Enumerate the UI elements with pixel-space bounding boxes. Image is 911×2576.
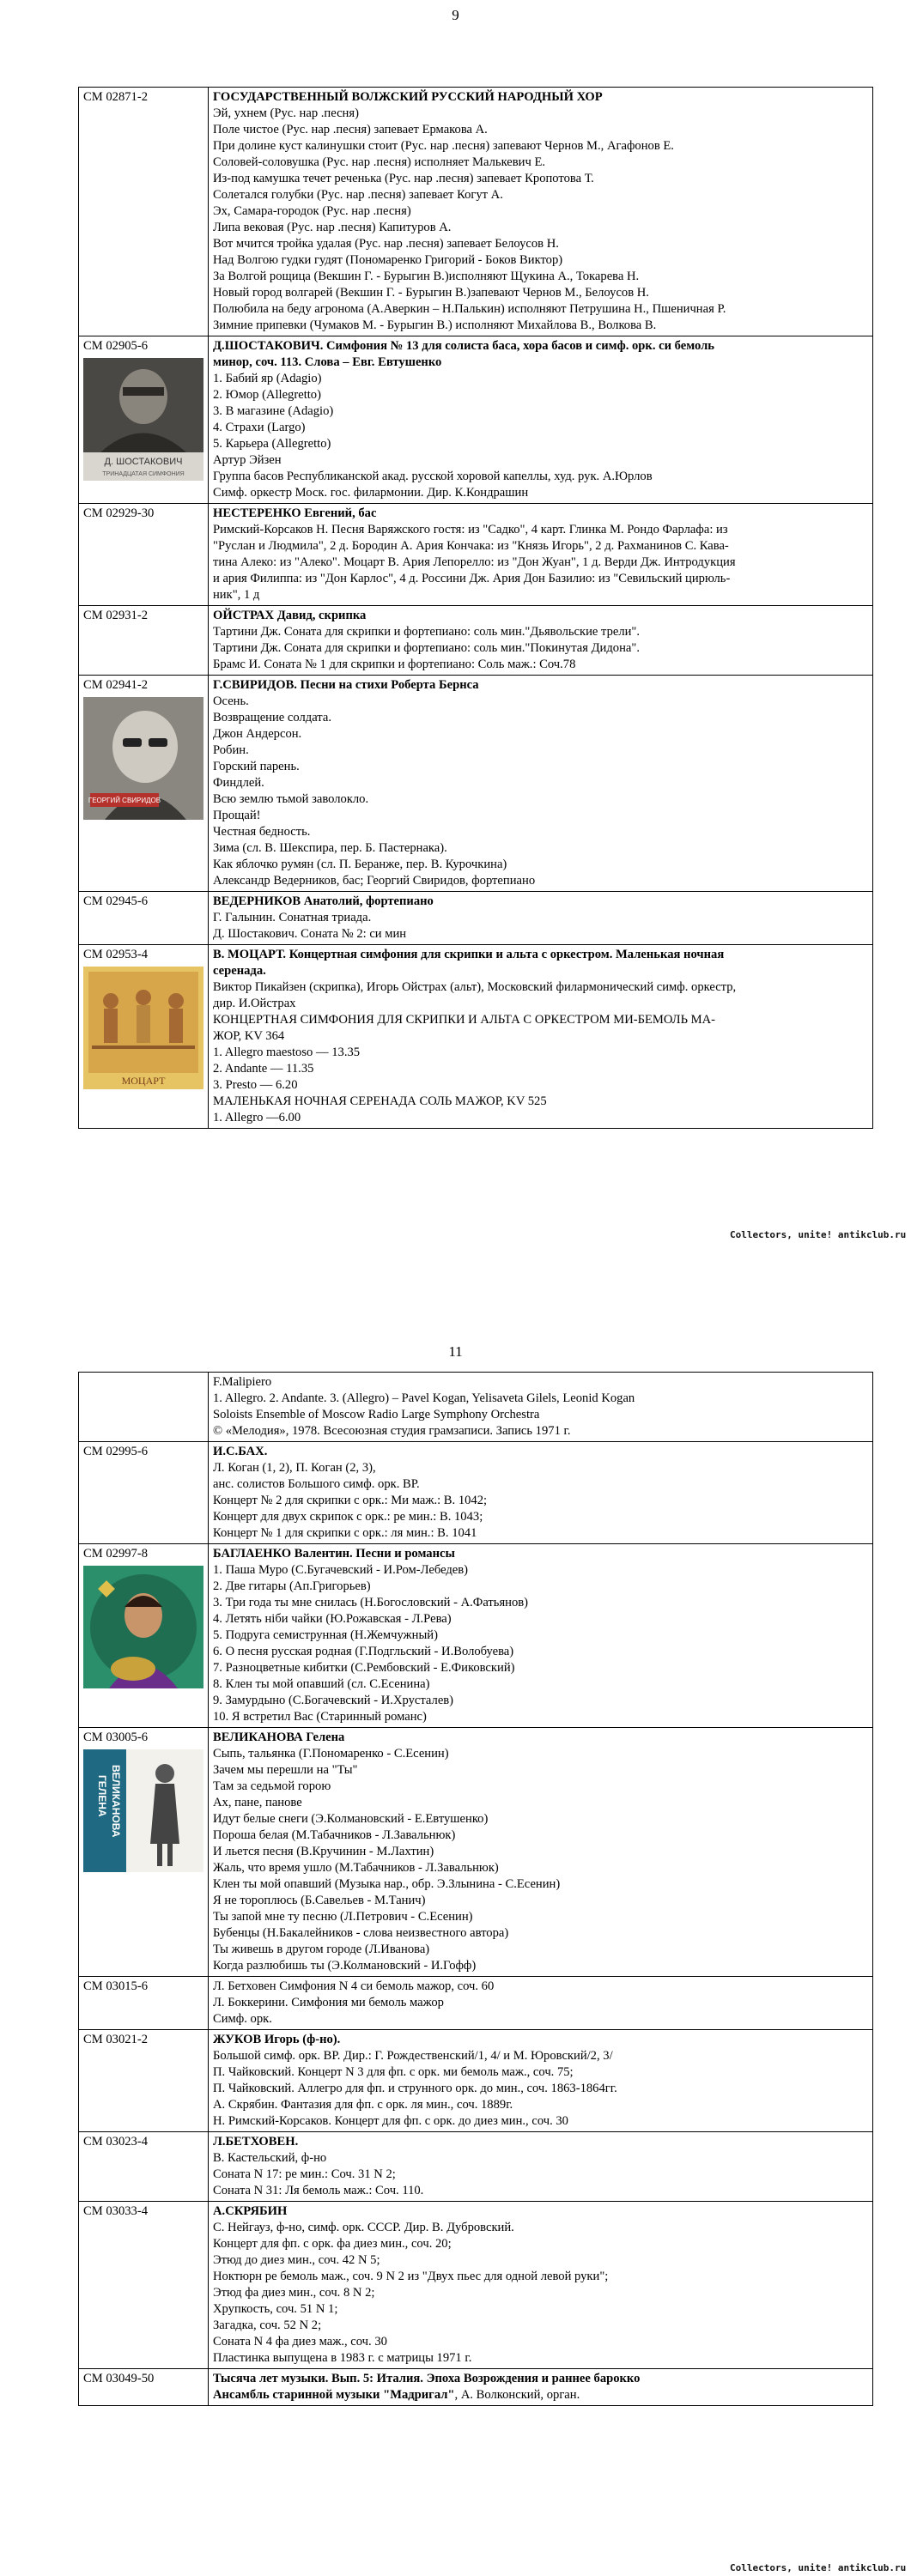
track-line: 4. Летять нiби чайки (Ю.Рожавская - Л.Рева)	[213, 1612, 452, 1626]
track-line: Хрупкость, соч. 51 N 1;	[213, 2302, 338, 2316]
record-title: БАГЛАЕНКО Валентин. Песни и романсы	[213, 1547, 455, 1561]
track-line: И льется песня (В.Кручинин - М.Лахтин)	[213, 1845, 434, 1858]
album-cover-sviridov	[83, 697, 203, 820]
catalog-number: СМ 02905-6	[83, 339, 148, 353]
track-line: 2. Юмор (Allegretto)	[213, 388, 321, 402]
svg-text:ГЕЛЕНА: ГЕЛЕНА	[96, 1775, 108, 1817]
track-line: Возвращение солдата.	[213, 711, 331, 724]
track-line: 1. Бабий яр (Adagio)	[213, 372, 322, 385]
album-cover-baglaenko	[83, 1566, 203, 1688]
track-line: Г. Галынин. Сонатная триада.	[213, 911, 372, 924]
record-description	[209, 1442, 873, 1544]
track-line: тина Алеко: из "Алеко". Моцарт В. Ария Лепорелло: из "Дон Жуан", 1 д. Верди Дж. Интродукция	[213, 555, 736, 569]
album-cover-shostakovich	[83, 358, 203, 481]
track-line: Л. Коган (1, 2), П. Коган (2, 3),	[213, 1461, 376, 1475]
track-line: Бубенцы (Н.Бакалейников - слова неизвестного автора)	[213, 1926, 509, 1940]
track-line: Артур Эйзен	[213, 453, 282, 467]
track-line: Группа басов Республиканской акад. русской хоровой капеллы, худ. рук. А.Юрлов	[213, 470, 653, 483]
track-line: 5. Карьера (Allegretto)	[213, 437, 331, 451]
track-line: Тартини Дж. Соната для скрипки и фортепиано: соль мин."Дьявольские трели".	[213, 625, 641, 639]
track-line: 3. Три года ты мне снилась (Н.Богословский - А.Фатьянов)	[213, 1596, 529, 1609]
record-description	[209, 945, 873, 1129]
track-line: Сыпь, тальянка (Г.Пономаренко - С.Есенин)	[213, 1747, 449, 1761]
catalog-number: СМ 03023-4	[83, 2135, 148, 2149]
track-line: Финдлей.	[213, 776, 264, 790]
track-line: Брамс И. Соната № 1 для скрипки и фортепиано: Соль маж.: Соч.78	[213, 658, 576, 671]
catalog-row	[79, 336, 873, 504]
record-description	[209, 1544, 873, 1728]
catalog-number: СМ 02941-2	[83, 678, 148, 692]
catalog-row	[79, 88, 873, 336]
record-title: минор, соч. 113. Слова – Евг. Евтушенко	[213, 355, 442, 369]
track-line: С. Нейгауз, ф-но, симф. орк. СССР. Дир. В. Дубровский.	[213, 2221, 514, 2234]
catalog-number-cell	[79, 2369, 209, 2406]
catalog-row	[79, 2369, 873, 2406]
track-line: Липа вековая (Рус. нар .песня) Капитуров А.	[213, 221, 452, 234]
track-line: F.Malipiero	[213, 1375, 272, 1389]
track-line: Симф. орк.	[213, 2012, 272, 2026]
track-line: 4. Страхи (Largo)	[213, 421, 306, 434]
track-line: "Руслан и Людмила", 2 д. Бородин А. Ария Кончака: из "Князь Игорь", 2 д. Рахманинов С. Кава-	[213, 539, 729, 553]
track-line: Как яблочко румян (сл. П. Беранже, пер. В. Курочкина)	[213, 858, 507, 871]
svg-text:МОЦАРТ: МОЦАРТ	[121, 1075, 166, 1087]
record-title: А.СКРЯБИН	[213, 2204, 288, 2218]
record-description	[209, 336, 873, 504]
track-line: Зима (сл. В. Шекспира, пер. Б. Пастернака).	[213, 841, 447, 855]
track-line: 9. Замурдыно (С.Богачевский - И.Хрусталев)	[213, 1694, 454, 1707]
track-line: Большой симф. орк. ВР. Дир.: Г. Рождественский/1, 4/ и М. Юровский/2, 3/	[213, 2049, 613, 2063]
track-line: Я не тороплюсь (Б.Савельев - М.Танич)	[213, 1894, 426, 1907]
track-line: Осень.	[213, 694, 249, 708]
track-line: Эх, Самара-городок (Рус. нар .песня)	[213, 204, 411, 218]
track-line: Ноктюрн ре бемоль маж., соч. 9 N 2 из "Двух пьес для одной левой руки";	[213, 2270, 609, 2283]
track-line: и ария Филиппа: из "Дон Карлос", 4 д. Россини Дж. Ария Дон Базилио: из "Севильский цирюль-	[213, 572, 731, 585]
track-line: Соната N 4 фа диез маж., соч. 30	[213, 2335, 387, 2349]
record-description	[209, 504, 873, 606]
track-line: 5. Подруга семиструнная (Н.Жемчужный)	[213, 1628, 438, 1642]
track-line: Л. Боккерини. Симфония ми бемоль мажор	[213, 1996, 444, 2009]
track-line: Вот мчится тройка удалая (Рус. нар .песня) запевает Белоусов Н.	[213, 237, 559, 251]
album-cover-mozart	[83, 967, 203, 1089]
catalog-number-cell	[79, 1977, 209, 2030]
track-line: Н. Римский-Корсаков. Концерт для фп. с орк. до диез мин., соч. 30	[213, 2114, 568, 2128]
catalog-number: СМ 02871-2	[83, 90, 148, 104]
record-title: И.С.БАХ.	[213, 1445, 268, 1458]
catalog-number-cell	[79, 1442, 209, 1544]
track-line: ник", 1 д	[213, 588, 260, 602]
catalog-number-cell	[79, 336, 209, 504]
track-line: 2. Andante — 11.35	[213, 1062, 314, 1076]
record-title: ОЙСТРАХ Давид, скрипка	[213, 609, 367, 622]
catalog-number: СМ 03021-2	[83, 2033, 148, 2046]
record-description	[209, 1728, 873, 1977]
record-title: Л.БЕТХОВЕН.	[213, 2135, 299, 2149]
track-line: Симф. оркестр Моск. гос. филармонии. Дир. К.Кондрашин	[213, 486, 529, 500]
record-title: ВЕДЕРНИКОВ Анатолий, фортепиано	[213, 894, 434, 908]
svg-text:Д. ШОСТАКОВИЧ: Д. ШОСТАКОВИЧ	[104, 457, 183, 467]
track-line: Пластинка выпущена в 1983 г. с матрицы 1971 г.	[213, 2351, 472, 2365]
catalog-number: СМ 02953-4	[83, 948, 148, 961]
watermark: Collectors, unite! antikclub.ru	[730, 2562, 907, 2573]
catalog-number-cell	[79, 606, 209, 676]
catalog-row	[79, 892, 873, 945]
record-title: Г.СВИРИДОВ. Песни на стихи Роберта Бернса	[213, 678, 479, 692]
track-line: Загадка, соч. 52 N 2;	[213, 2318, 322, 2332]
page-number: 9	[452, 7, 459, 23]
track-line: Этюд фа диез мин., соч. 8 N 2;	[213, 2286, 375, 2300]
record-title: серенада.	[213, 964, 266, 978]
catalog-number: СМ 03005-6	[83, 1730, 148, 1744]
track-line: Солетался голубки (Рус. нар .песня) запевает Когут А.	[213, 188, 503, 202]
track-line: Честная бедность.	[213, 825, 311, 839]
track-line: Пороша белая (М.Табачников - Л.Завальнюк)	[213, 1828, 456, 1842]
track-line: Идут белые снеги (Э.Колмановский - Е.Евтушенко)	[213, 1812, 489, 1826]
track-line: Римский-Корсаков Н. Песня Варяжского гостя: из "Садко", 4 карт. Глинка М. Рондо Фарлафа: из	[213, 523, 728, 536]
track-line: Прощай!	[213, 809, 261, 822]
record-description	[209, 892, 873, 945]
track-line: 1. Паша Муро (С.Бугачевский - И.Ром-Лебедев)	[213, 1563, 469, 1577]
catalog-row	[79, 2202, 873, 2369]
catalog-row	[79, 2132, 873, 2202]
track-line: Там за седьмой горою	[213, 1779, 331, 1793]
catalog-number-cell	[79, 2202, 209, 2369]
track-line: Из-под камушка течет реченька (Рус. нар .песня) запевает Кропотова Т.	[213, 172, 594, 185]
catalog-number-cell	[79, 945, 209, 1129]
record-title: НЕСТЕРЕНКО Евгений, бас	[213, 506, 377, 520]
track-line: 8. Клен ты мой опавший (сл. С.Есенина)	[213, 1677, 430, 1691]
catalog-number-cell	[79, 1728, 209, 1977]
track-line: 1. Allegro. 2. Andante. 3. (Allegro) – Pavel Kogan, Yelisaveta Gilels, Leonid Kogan	[213, 1391, 635, 1405]
track-line: Всю землю тьмой заволокло.	[213, 792, 369, 806]
track-line: Над Волгою гудки гудят (Пономаренко Григорий - Боков Виктор)	[213, 253, 563, 267]
track-line: 2. Две гитары (Ап.Григорьев)	[213, 1579, 371, 1593]
catalog-row	[79, 945, 873, 1129]
track-line: Концерт № 1 для скрипки с орк.: ля мин.: В. 1041	[213, 1526, 477, 1540]
catalog-number: СМ 02931-2	[83, 609, 148, 622]
record-description	[209, 2369, 873, 2406]
track-line: Д. Шостакович. Соната № 2: си мин	[213, 927, 407, 941]
track-line: 10. Я встретил Вас (Старинный романс)	[213, 1710, 427, 1724]
catalog-number: СМ 02995-6	[83, 1445, 148, 1458]
record-title: ГОСУДАРСТВЕННЫЙ ВОЛЖСКИЙ РУССКИЙ НАРОДНЫЙ ХОР	[213, 90, 603, 104]
track-line: В. Кастельский, ф-но	[213, 2151, 327, 2165]
track-line: Соловей-соловушка (Рус. нар .песня) исполняет Малькевич Е.	[213, 155, 546, 169]
catalog-number-cell	[79, 676, 209, 892]
record-title: ЖУКОВ Игорь (ф-но).	[213, 2033, 341, 2046]
record-title: Тысяча лет музыки. Вып. 5: Италия. Эпоха Возрождения и раннее барокко	[213, 2372, 641, 2385]
record-description	[209, 676, 873, 892]
track-line: Александр Ведерников, бас; Георгий Свиридов, фортепиано	[213, 874, 536, 888]
track-line: Этюд до диез мин., соч. 42 N 5;	[213, 2253, 380, 2267]
track-line: Когда разлюбишь ты (Э.Колмановский - И.Гофф)	[213, 1959, 477, 1973]
track-line: 1. Allegro —6.00	[213, 1111, 301, 1124]
track-line: Концерт № 2 для скрипки с орк.: Ми маж.: В. 1042;	[213, 1494, 488, 1507]
page-number: 11	[448, 1343, 463, 1360]
catalog-number: СМ 02997-8	[83, 1547, 148, 1561]
catalog-row	[79, 606, 873, 676]
track-line: Зачем мы перешли на "Ты"	[213, 1763, 358, 1777]
catalog-row	[79, 1373, 873, 1442]
svg-text:ТРИНАДЦАТАЯ СИМФОНИЯ: ТРИНАДЦАТАЯ СИМФОНИЯ	[102, 471, 185, 477]
catalog-row	[79, 1977, 873, 2030]
record-performer: Ансамбль старинной музыки "Мадригал", А. Волконский, орган.	[213, 2388, 580, 2402]
record-description	[209, 606, 873, 676]
track-line: Клен ты мой опавший (Музыка нар., обр. Э.Злынина - С.Есенин)	[213, 1877, 561, 1891]
track-line: КОНЦЕРТНАЯ СИМФОНИЯ ДЛЯ СКРИПКИ И АЛЬТА С ОРКЕСТРОМ МИ-БЕМОЛЬ МА-	[213, 1013, 715, 1027]
catalog-row	[79, 2030, 873, 2132]
track-line: МАЛЕНЬКАЯ НОЧНАЯ СЕРЕНАДА СОЛЬ МАЖОР, KV 525	[213, 1094, 547, 1108]
track-line: 3. В магазине (Adagio)	[213, 404, 334, 418]
track-line: Горский парень.	[213, 760, 300, 773]
track-line: Зимние припевки (Чумаков М. - Бурыгин В.) исполняют Михайлова В., Волкова В.	[213, 318, 657, 332]
track-line: 3. Presto — 6.20	[213, 1078, 298, 1092]
record-title: ВЕЛИКАНОВА Гелена	[213, 1730, 345, 1744]
record-description	[209, 88, 873, 336]
catalog-number: СМ 03015-6	[83, 1979, 148, 1993]
track-line: При долине куст калинушки стоит (Рус. нар .песня) запевают Чернов М., Агафонов Е.	[213, 139, 674, 153]
catalog-number-cell	[79, 1544, 209, 1728]
track-line: Концерт для двух скрипок с орк.: ре мин.: В. 1043;	[213, 1510, 483, 1524]
track-line: Тартини Дж. Соната для скрипки и фортепиано: соль мин."Покинутая Дидона".	[213, 641, 640, 655]
catalog-row	[79, 1544, 873, 1728]
catalog-number: СМ 02929-30	[83, 506, 155, 520]
track-line: Soloists Ensemble of Moscow Radio Large Symphony Orchestra	[213, 1408, 540, 1421]
catalog-number: СМ 03033-4	[83, 2204, 148, 2218]
catalog-number: СМ 02945-6	[83, 894, 148, 908]
catalog-row	[79, 676, 873, 892]
track-line: Жаль, что время ушло (М.Табачников - Л.Завальнюк)	[213, 1861, 499, 1875]
catalog-table	[78, 1372, 873, 2406]
track-line: Эй, ухнем (Рус. нар .песня)	[213, 106, 359, 120]
catalog-table	[78, 87, 873, 1129]
track-line: 6. О песня русская родная (Г.Подгльский - И.Волобуева)	[213, 1645, 514, 1658]
track-line: Робин.	[213, 743, 249, 757]
record-description	[209, 1373, 873, 1442]
catalog-number-cell	[79, 504, 209, 606]
svg-text:ГЕОРГИЙ СВИРИДОВ: ГЕОРГИЙ СВИРИДОВ	[88, 797, 161, 804]
track-line: анс. солистов Большого симф. орк. ВР.	[213, 1477, 420, 1491]
track-line: Виктор Пикайзен (скрипка), Игорь Ойстрах (альт), Московский филармонический симф. оркестр,	[213, 980, 737, 994]
catalog-number-cell	[79, 2030, 209, 2132]
track-line: Л. Бетховен Симфония N 4 си бемоль мажор, соч. 60	[213, 1979, 495, 1993]
record-description	[209, 1977, 873, 2030]
track-line: Ах, пане, панове	[213, 1796, 302, 1809]
track-line: Поле чистое (Рус. нар .песня) запевает Ермакова А.	[213, 123, 488, 136]
track-line: Ты живешь в другом городе (Л.Иванова)	[213, 1943, 430, 1956]
track-line: 1. Allegro maestoso — 13.35	[213, 1046, 361, 1059]
catalog-row	[79, 1442, 873, 1544]
record-description	[209, 2132, 873, 2202]
track-line: П. Чайковский. Концерт N 3 для фп. с орк. ми бемоль маж., соч. 75;	[213, 2065, 574, 2079]
catalog-number-cell	[79, 2132, 209, 2202]
track-line: дир. И.Ойстрах	[213, 997, 296, 1010]
track-line: ЖОР, KV 364	[213, 1029, 285, 1043]
watermark: Collectors, unite! antikclub.ru	[730, 1229, 907, 1240]
track-line: Ты запой мне ту песню (Л.Петрович - С.Есенин)	[213, 1910, 473, 1924]
track-line: П. Чайковский. Аллегро для фп. и струнного орк. до мин., соч. 1863-1864гг.	[213, 2082, 617, 2095]
record-description	[209, 2030, 873, 2132]
track-line: © «Мелодия», 1978. Всесоюзная студия грамзаписи. Запись 1971 г.	[213, 1424, 571, 1438]
track-line: Полюбила на беду агронома (А.Аверкин – Н.Палькин) исполняют Петрушина Н., Пшеничная Р.	[213, 302, 726, 316]
track-line: Соната N 17: ре мин.: Соч. 31 N 2;	[213, 2167, 396, 2181]
track-line: 7. Разноцветные кибитки (С.Рембовский - Е.Фиковский)	[213, 1661, 515, 1675]
catalog-row	[79, 504, 873, 606]
catalog-number-cell	[79, 88, 209, 336]
catalog-number-cell	[79, 892, 209, 945]
track-line: Соната N 31: Ля бемоль маж.: Соч. 110.	[213, 2184, 424, 2197]
svg-text:ВЕЛИКАНОВА: ВЕЛИКАНОВА	[110, 1765, 122, 1838]
track-line: За Волгой рощица (Векшин Г. - Бурыгин В.)исполняют Щукина А., Токарева Н.	[213, 270, 640, 283]
catalog-row	[79, 1728, 873, 1977]
track-line: Концерт для фп. с орк. фа диез мин., соч. 20;	[213, 2237, 452, 2251]
catalog-number-cell	[79, 1373, 209, 1442]
record-title: В. МОЦАРТ. Концертная симфония для скрипки и альта с оркестром. Маленькая ночная	[213, 948, 725, 961]
track-line: А. Скрябин. Фантазия для фп. с орк. ля мин., соч. 1889г.	[213, 2098, 513, 2112]
track-line: Новый город волгарей (Векшин Г. - Бурыгин В.)запевают Чернов М., Белоусов Н.	[213, 286, 649, 300]
album-cover-velikanova	[83, 1749, 203, 1872]
record-title: Д.ШОСТАКОВИЧ. Симфония № 13 для солиста баса, хора басов и симф. орк. си бемоль	[213, 339, 714, 353]
catalog-number: СМ 03049-50	[83, 2372, 155, 2385]
record-description	[209, 2202, 873, 2369]
track-line: Джон Андерсон.	[213, 727, 302, 741]
